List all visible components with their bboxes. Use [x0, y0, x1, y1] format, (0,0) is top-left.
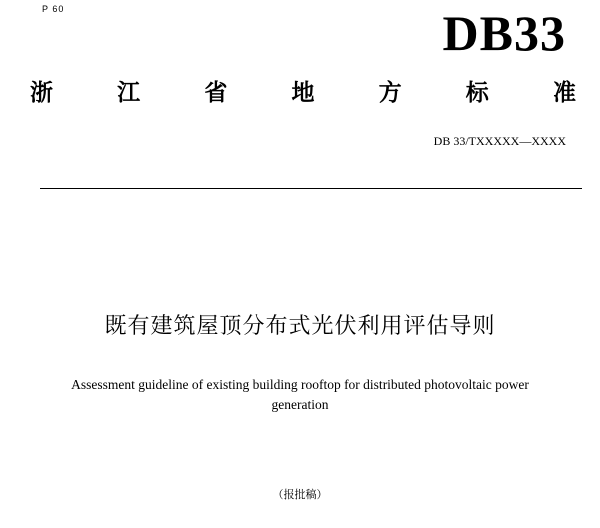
- standard-title-char: 省: [204, 80, 228, 106]
- header-divider: [40, 188, 582, 189]
- classification-code: P 60: [42, 4, 65, 14]
- standard-title-char: 准: [552, 80, 576, 106]
- standard-type-title: [30, 82, 576, 105]
- draft-status-note: （报批稿）: [272, 488, 328, 501]
- standard-title-char: 浙: [30, 80, 53, 106]
- standard-title-char: 标: [465, 80, 489, 106]
- document-title-english-line1: Assessment guideline of existing building rooftop for distributed photovoltaic power: [71, 377, 529, 392]
- standard-logo: DB33: [442, 5, 566, 61]
- standard-title-char: 方: [378, 80, 402, 106]
- document-title-english: [20, 375, 580, 415]
- standard-title-char: 江: [117, 80, 141, 106]
- standard-title-char: 地: [291, 80, 315, 106]
- document-title: 既有建筑屋顶分布式光伏利用评估导则: [104, 314, 496, 339]
- standard-number: DB 33/TXXXXX—XXXX: [433, 134, 566, 148]
- document-title-english-line2: generation: [271, 397, 329, 412]
